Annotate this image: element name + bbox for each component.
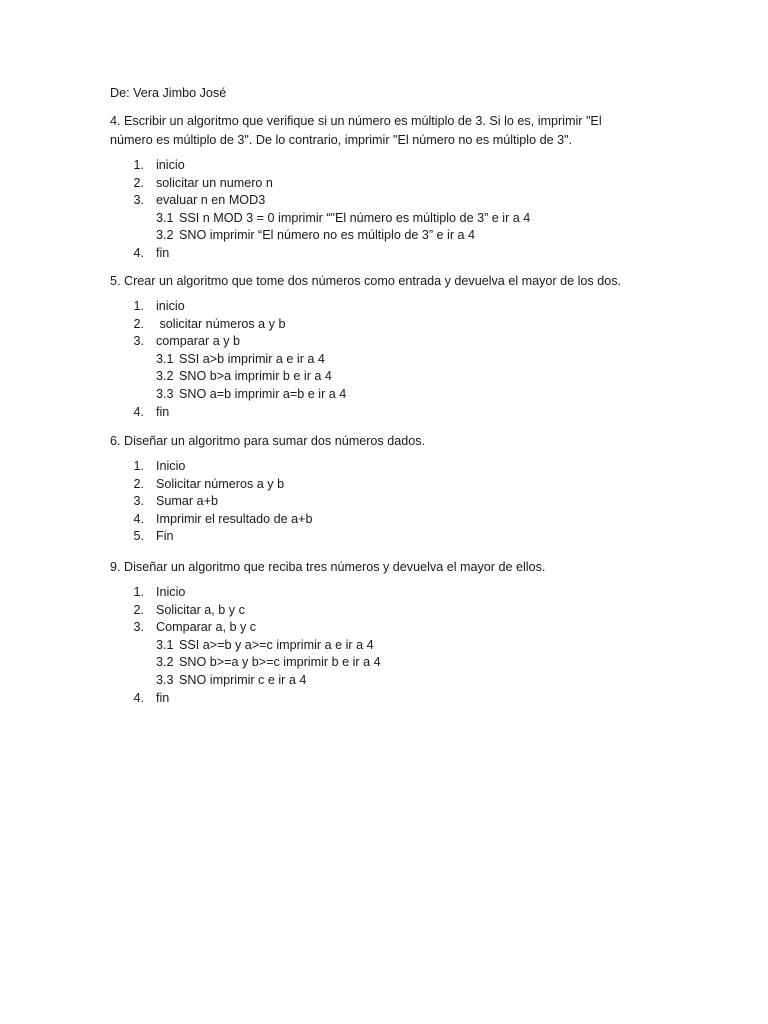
sub-item-number: 3.2 [156, 655, 174, 670]
list-item-number: 1. [133, 299, 144, 313]
question-title-line: 6. Diseñar un algoritmo para sumar dos números dados. [110, 434, 426, 448]
list-item-number: 2. [133, 602, 144, 617]
question-title-line: 5. Crear un algoritmo que tome dos números como entrada y devuelva el mayor de los dos. [110, 274, 622, 288]
sub-item-number: 3.1 [156, 351, 174, 366]
author-line: De: Vera Jimbo José [110, 86, 227, 100]
list-item-text: inicio [156, 158, 185, 172]
list-item-text: Inicio [156, 585, 186, 599]
sub-item-number: 3.1 [156, 637, 174, 652]
list-item-number: 2. [133, 316, 144, 331]
sub-item-number: 3.2 [156, 369, 174, 384]
list-item-number: 3. [133, 620, 144, 635]
list-item-text: Inicio [156, 459, 186, 473]
list-item-number: 4. [133, 246, 144, 260]
list-item-number: 4. [133, 690, 144, 705]
list-item-number: 5. [133, 529, 144, 544]
list-item-number: 1. [133, 459, 144, 473]
list-item-text: Imprimir el resultado de a+b [156, 511, 313, 526]
question-title-line: número es múltiplo de 3". De lo contrario, imprimir "El número no es múltiplo de 3". [110, 133, 573, 147]
sub-item-number: 3.3 [156, 387, 174, 401]
sub-item-text: SSI n MOD 3 = 0 imprimir “"El número es múltiplo de 3” e ir a 4 [179, 210, 531, 225]
list-item-text: evaluar n en MOD3 [156, 193, 266, 208]
list-item-text: Fin [156, 529, 174, 544]
sub-item-text: SNO a=b imprimir a=b e ir a 4 [179, 387, 347, 401]
list-item-number: 2. [133, 175, 144, 190]
sub-item-text: SNO imprimir “El número no es múltiplo de 3” e ir a 4 [179, 228, 476, 243]
list-item-number: 3. [133, 334, 144, 349]
list-item-text: Sumar a+b [156, 494, 218, 509]
sub-item-number: 3.2 [156, 228, 174, 243]
list-item-number: 4. [133, 511, 144, 526]
list-item-text: solicitar un numero n [156, 175, 273, 190]
list-item-text: comparar a y b [156, 334, 240, 349]
list-item-text: inicio [156, 299, 185, 313]
sub-item-text: SNO imprimir c e ir a 4 [179, 673, 307, 687]
list-item-number: 1. [133, 585, 144, 599]
list-item-number: 3. [133, 193, 144, 208]
list-item-text: solicitar números a y b [156, 316, 286, 331]
sub-item-text: SNO b>=a y b>=c imprimir b e ir a 4 [179, 655, 381, 670]
list-item-text: fin [156, 404, 170, 419]
list-item-text: fin [156, 246, 170, 260]
list-item-text: fin [156, 690, 170, 705]
list-item-number: 4. [133, 404, 144, 419]
question-title-line: 4. Escribir un algoritmo que verifique si un número es múltiplo de 3. Si lo es, imprimir "El [110, 114, 602, 128]
list-item-text: Comparar a, b y c [156, 620, 257, 635]
sub-item-text: SSI a>b imprimir a e ir a 4 [179, 351, 325, 366]
sub-item-number: 3.3 [156, 673, 174, 687]
list-item-number: 1. [133, 158, 144, 172]
list-item-text: Solicitar números a y b [156, 476, 285, 491]
list-item-text: Solicitar a, b y c [156, 602, 245, 617]
question-title-line: 9. Diseñar un algoritmo que reciba tres números y devuelva el mayor de ellos. [110, 560, 546, 574]
sub-item-text: SSI a>=b y a>=c imprimir a e ir a 4 [179, 637, 374, 652]
list-item-number: 2. [133, 476, 144, 491]
list-item-number: 3. [133, 494, 144, 509]
sub-item-number: 3.1 [156, 210, 174, 225]
sub-item-text: SNO b>a imprimir b e ir a 4 [179, 369, 332, 384]
